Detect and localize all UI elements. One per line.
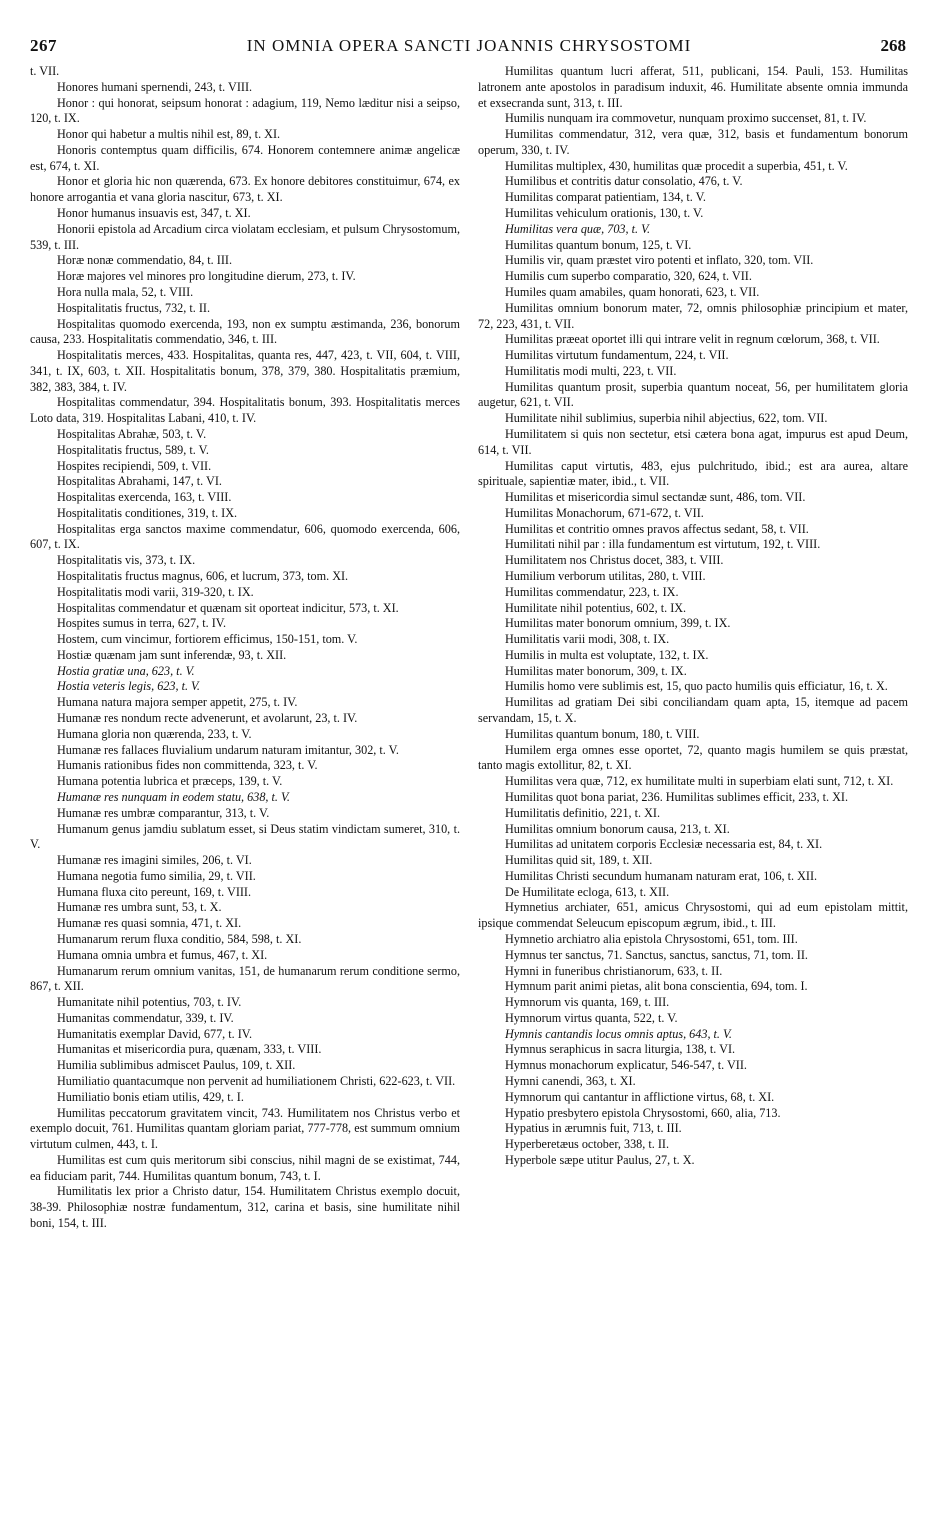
index-entry: Humana fluxa cito pereunt, 169, t. VIII. (57, 884, 252, 899)
page-header (0, 36, 938, 60)
index-entry: Humilitatis lex prior a Christo datur, 154. Humilitatem Christus exemplo docuit, 38-39. Philosophiæ nostræ fundamentum, 312, carina et basis, sine humilitate nihil boni, 154, t. III. (30, 1184, 460, 1231)
index-entry: Humilitas vera quæ, 703, t. V. (505, 221, 651, 236)
index-entry: Humilitas omnium bonorum mater, 72, omnis philosophiæ principium et mater, 72, 223, 431, t. VII. (478, 300, 908, 331)
index-entry: Hostem, cum vincimur, fortiorem efficimus, 150-151, tom. V. (57, 632, 358, 647)
right-index-column (478, 64, 908, 1169)
left-index-column (30, 64, 460, 1232)
index-entry: Humilitas vehiculum orationis, 130, t. V. (505, 206, 704, 221)
index-entry: Humilitatem si quis non sectetur, etsi cætera bona agat, impurus est apud Deum, 614, t. VII. (478, 426, 908, 457)
index-entry: Hospitalitatis merces, 433. Hospitalitas, quanta res, 447, 423, t. VII, 604, t. VIII, 341, t. IX, 603, t. XII. Hospitalitatis bonum, 378, 379, 380. Hospitalitatis præmium, 382, 383, 384, t. IV. (30, 348, 460, 394)
index-entry: Hora nulla mala, 52, t. VIII. (57, 284, 194, 299)
index-entry: Hostia veteris legis, 623, t. V. (57, 679, 200, 694)
running-title: IN OMNIA OPERA SANCTI JOANNIS CHRYSOSTOMI (246, 36, 692, 55)
index-entry: Hymnetius archiater, 651, amicus Chrysostomi, qui ad eum epistolam mittit, ipsique commendat Seleucum episcopum ægrum, ibid., t. III. (478, 900, 908, 931)
index-entry: Hospitalitatis conditiones, 319, t. IX. (57, 505, 238, 520)
index-entry: Hymnorum qui cantantur in afflictione virtus, 68, t. XI. (505, 1089, 775, 1104)
index-entry: Hymnum parit animi pietas, alit bona conscientia, 694, tom. I. (505, 979, 808, 994)
index-entry: Humilis in multa est voluptate, 132, t. IX. (505, 647, 709, 662)
index-entry: Hospitalitas Abrahæ, 503, t. V. (57, 426, 207, 441)
index-entry: Humilitas quantum prosit, superbia quantum noceat, 56, per humilitatem gloria augetur, 621, t. VII. (478, 379, 908, 410)
index-entry: Humilitas commendatur, 312, vera quæ, 312, basis et fundamentum bonorum operum, 330, t. IV. (478, 127, 908, 157)
index-entry: Humilitas et contritio omnes pravos affectus sedant, 58, t. VII. (505, 521, 809, 536)
index-entry: Hospitalitas commendatur, 394. Hospitalitatis bonum, 393. Hospitalitatis merces Loto data, 319. Hospitalitas Labani, 410, t. IV. (30, 395, 460, 426)
index-entry: Hospitalitatis fructus magnus, 606, et lucrum, 373, tom. XI. (57, 569, 349, 583)
index-entry: Hospitalitatis vis, 373, t. IX. (57, 553, 196, 568)
index-entry: Humiliatio quantacumque non pervenit ad humiliationem Christi, 622-623, t. VII. (57, 1074, 456, 1088)
index-entry: Humilitas virtutum fundamentum, 224, t. VII. (505, 348, 729, 363)
index-entry: Hymnetio archiatro alia epistola Chrysostomi, 651, tom. III. (505, 931, 798, 946)
index-entry: Hospitalitas erga sanctos maxime commendatur, 606, quomodo exercenda, 606, 607, t. IX. (30, 521, 460, 552)
index-entry: Humiles quam amabiles, quam honorati, 623, t. VII. (505, 284, 760, 299)
index-entry: Hyperbole sæpe utitur Paulus, 27, t. X. (505, 1152, 695, 1167)
index-entry: Hymnorum virtus quanta, 522, t. V. (505, 1010, 678, 1025)
index-entry: Humilem erga omnes esse oportet, 72, quanto magis humilem se quis præstat, tanto magis extollitur, 82, t. XI. (478, 742, 908, 773)
index-entry: Honorii epistola ad Arcadium circa violatam ecclesiam, et pulsum Chrysostomum, 539, t. III. (30, 221, 460, 252)
index-entry: Hymni in funeribus christianorum, 633, t. II. (505, 963, 723, 978)
index-entry: Humilitas et misericordia simul sectandæ sunt, 486, tom. VII. (505, 490, 806, 505)
index-entry: Humilitas præeat oportet illi qui intrare velit in regnum cœlorum, 368, t. VII. (505, 332, 880, 347)
index-entry: Honor humanus insuavis est, 347, t. XI. (57, 206, 251, 221)
index-entry: Humanitate nihil potentius, 703, t. IV. (57, 995, 242, 1010)
index-entry: Humilitas peccatorum gravitatem vincit, 743. Humilitatem nos Christus verbo et exemplo docuit, 761. Humilitas quantam gloriam pariat, 777-778, est summum omnium virtutum culmen, 443, t. I. (30, 1105, 460, 1152)
index-entry: Hospitalitas quomodo exercenda, 193, non ex sumptu æstimanda, 236, bonorum causa, 233. Hospitalitatis commendatio, 346, t. III. (30, 316, 460, 347)
index-entry: Honor et gloria hic non quærenda, 673. Ex honore debitores constituimur, 674, ex honore arrogantia et vana gloria nascitur, 673, t. XI. (30, 174, 460, 205)
index-entry: Humanæ res umbræ comparantur, 313, t. V. (57, 805, 270, 820)
index-entry: Humilitas mater bonorum, 309, t. IX. (505, 663, 687, 678)
index-entry: Humanæ res nunquam in eodem statu, 638, t. V. (57, 789, 290, 804)
index-entry: Humanitas et misericordia pura, quænam, 333, t. VIII. (57, 1042, 322, 1057)
index-entry: Honoris contemptus quam difficilis, 674. Honorem contemnere animæ angelicæ est, 674, t. XI. (30, 142, 460, 173)
index-entry: Honores humani spernendi, 243, t. VIII. (57, 79, 253, 94)
index-entry: t. VII. (30, 64, 60, 78)
index-entry: Hospitalitatis fructus, 732, t. II. (57, 300, 210, 315)
index-entry: Humilia sublimibus admiscet Paulus, 109, t. XII. (57, 1058, 296, 1073)
index-entry: Humilitas omnium bonorum causa, 213, t. XI. (505, 821, 730, 836)
index-entry: Hospites sumus in terra, 627, t. IV. (57, 616, 227, 631)
index-entry: Hospitalitatis fructus, 589, t. V. (57, 442, 209, 457)
index-entry: Humilitas ad unitatem corporis Ecclesiæ necessaria est, 84, t. XI. (505, 837, 823, 852)
left-page-number: 267 (30, 36, 57, 55)
index-entry: Humana omnia umbra et fumus, 467, t. XI. (57, 947, 268, 962)
index-entry: Humilitas est cum quis meritorum sibi conscius, nihil magni de se existimat, 744, ea fiduciam parit, 744. Humilitas quantum bonum, 743, t. I. (30, 1152, 460, 1183)
index-entry: De Humilitate ecloga, 613, t. XII. (505, 884, 670, 899)
right-page-number: 268 (880, 36, 906, 55)
index-entry: Humanæ res umbra sunt, 53, t. X. (57, 900, 222, 915)
index-entry: Humilitas quot bona pariat, 236. Humilitas sublimes efficit, 233, t. XI. (505, 789, 849, 804)
index-entry: Hypatius in ærumnis fuit, 713, t. III. (505, 1121, 682, 1136)
index-entry: Humana negotia fumo similia, 29, t. VII. (57, 868, 256, 883)
index-entry: Horæ majores vel minores pro longitudine dierum, 273, t. IV. (57, 269, 356, 284)
index-entry: Hospites recipiendi, 509, t. VII. (57, 458, 212, 473)
index-entry: Humanæ res quasi somnia, 471, t. XI. (57, 916, 242, 931)
index-entry: Humilis cum superbo comparatio, 320, 624, t. VII. (505, 269, 752, 284)
index-entry: Honor : qui honorat, seipsum honorat : adagium, 119, Nemo læditur nisi a seipso, 120, t. IX. (30, 95, 460, 126)
index-entry: Hostia gratiæ una, 623, t. V. (57, 663, 195, 678)
index-entry: Humilitati nihil par : illa fundamentum est virtutum, 192, t. VIII. (505, 537, 821, 552)
index-entry: Horæ nonæ commendatio, 84, t. III. (57, 253, 232, 268)
index-entry: Hospitalitatis modi varii, 319-320, t. IX. (57, 584, 254, 599)
index-entry: Hymnus seraphicus in sacra liturgia, 138, t. VI. (505, 1042, 736, 1057)
index-entry: Humilitatis modi multi, 223, t. VII. (505, 363, 677, 378)
index-entry: Humana gloria non quærenda, 233, t. V. (57, 726, 252, 741)
index-entry: Humilitatem nos Christus docet, 383, t. VIII. (505, 553, 724, 568)
index-entry: Hymnis cantandis locus omnis aptus, 643, t. V. (505, 1026, 732, 1041)
index-entry: Hospitalitas Abrahami, 147, t. VI. (57, 474, 222, 489)
index-entry: Hymni canendi, 363, t. XI. (505, 1074, 636, 1088)
index-entry: Humilis vir, quam præstet viro potenti et inflato, 320, tom. VII. (505, 253, 814, 268)
index-entry: Hospitalitas exercenda, 163, t. VIII. (57, 490, 232, 505)
index-entry: Humilitatis varii modi, 308, t. IX. (505, 632, 670, 647)
index-entry: Hymnorum vis quanta, 169, t. III. (505, 995, 670, 1010)
index-entry: Humilitatis definitio, 221, t. XI. (505, 805, 661, 820)
index-entry: Humilitate nihil potentius, 602, t. IX. (505, 600, 687, 615)
index-entry: Humanæ res nondum recte advenerunt, et avolarunt, 23, t. IV. (57, 711, 358, 726)
index-entry: Humana natura majora semper appetit, 275, t. IV. (57, 695, 298, 710)
index-entry: Hypatio presbytero epistola Chrysostomi, 660, alia, 713. (505, 1105, 781, 1120)
index-entry: Humilium verborum utilitas, 280, t. VIII. (505, 569, 706, 583)
index-entry: Humanitas commendatur, 339, t. IV. (57, 1010, 234, 1025)
index-entry: Humilitate nihil sublimius, superbia nihil abjectius, 622, tom. VII. (505, 411, 828, 426)
index-entry: Hyperberetæus october, 338, t. II. (505, 1137, 669, 1152)
index-entry: Humilitas Monachorum, 671-672, t. VII. (505, 505, 704, 520)
index-entry: Humilitas mater bonorum omnium, 399, t. IX. (505, 616, 731, 631)
index-entry: Humilis nunquam ira commovetur, nunquam proximo succenset, 81, t. IV. (505, 111, 867, 126)
index-entry: Honor qui habetur a multis nihil est, 89, t. XI. (57, 127, 281, 142)
index-entry: Humilis homo vere sublimis est, 15, quo pacto humilis quis efficiatur, 16, t. X. (505, 679, 888, 694)
index-entry: Hymnus monachorum explicatur, 546-547, t. VII. (505, 1058, 747, 1073)
index-entry: Humilitas Christi secundum humanam naturam erat, 106, t. XII. (505, 868, 818, 883)
index-entry: Humilitas multiplex, 430, humilitas quæ procedit a superbia, 451, t. V. (505, 158, 848, 173)
index-entry: Humilitas comparat patientiam, 134, t. V. (505, 190, 706, 205)
index-entry: Hostiæ quænam jam sunt inferendæ, 93, t. XII. (57, 647, 287, 662)
index-entry: Humanarum rerum omnium vanitas, 151, de humanarum rerum conditione sermo, 867, t. XII. (30, 963, 460, 994)
index-entry: Humanæ res fallaces fluvialium undarum naturam imitantur, 302, t. V. (57, 742, 399, 757)
index-entry: Humanitatis exemplar David, 677, t. IV. (57, 1026, 253, 1041)
index-entry: Humana potentia lubrica et præceps, 139, t. V. (57, 774, 283, 789)
index-entry: Humanarum rerum fluxa conditio, 584, 598, t. XI. (57, 931, 302, 946)
index-entry: Humanum genus jamdiu sublatum esset, si Deus statim vindictam sumeret, 310, t. V. (30, 821, 460, 852)
index-entry: Humilitas quantum lucri afferat, 511, publicani, 154. Pauli, 153. Humilitas latronem ante apostolos in paradisum induxit, 46. Humilitate absente omnia immunda et exsecranda sunt, 313, t. III. (478, 64, 908, 110)
index-entry: Humilitas ad gratiam Dei sibi conciliandam quam apta, 15, itemque ad pacem servandam, 15, t. X. (478, 695, 908, 726)
index-entry: Hymnus ter sanctus, 71. Sanctus, sanctus, sanctus, 71, tom. II. (505, 947, 808, 962)
index-entry: Humilitas commendatur, 223, t. IX. (505, 584, 679, 599)
index-entry: Humilibus et contritis datur consolatio, 476, t. V. (505, 174, 743, 189)
index-entry: Humilitas vera quæ, 712, ex humilitate multi in superbiam elati sunt, 712, t. XI. (505, 774, 894, 789)
index-entry: Hospitalitas commendatur et quænam sit oporteat indicitur, 573, t. XI. (57, 600, 399, 615)
index-entry: Humilitas quantum bonum, 180, t. VIII. (505, 726, 700, 741)
index-entry: Humanis rationibus fides non committenda, 323, t. V. (57, 758, 318, 773)
index-entry: Humanæ res imagini similes, 206, t. VI. (57, 853, 252, 868)
index-entry: Humilitas quid sit, 189, t. XII. (505, 853, 653, 868)
index-entry: Humiliatio bonis etiam utilis, 429, t. I. (57, 1089, 244, 1104)
index-entry: Humilitas quantum bonum, 125, t. VI. (505, 237, 692, 252)
index-entry: Humilitas caput virtutis, 483, ejus pulchritudo, ibid.; est ara aurea, altare spirituale, sapientiæ mater, ibid., t. VII. (478, 458, 908, 489)
